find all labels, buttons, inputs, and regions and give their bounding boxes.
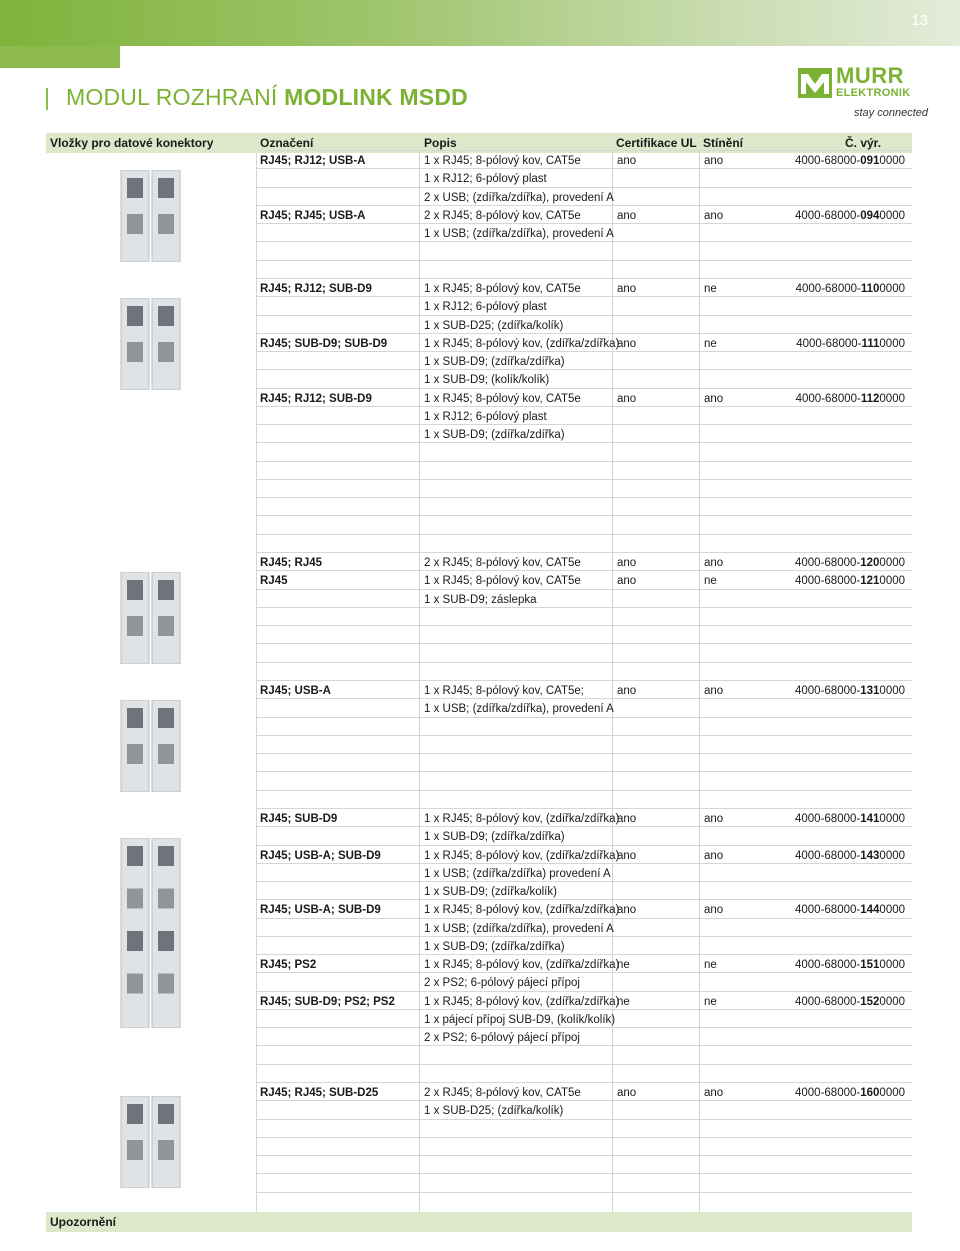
- table-row-rule: [257, 589, 912, 590]
- row-description-line: 1 x USB; (zdířka/zdířka), provedení A: [424, 922, 614, 935]
- part-prefix: 4000-68000-: [795, 959, 861, 971]
- part-prefix: 4000-68000-: [795, 995, 861, 1008]
- table-row-rule: [257, 241, 912, 242]
- row-description-line: 1 x SUB-D9; (zdířka/zdířka): [424, 940, 565, 953]
- part-prefix: 4000-68000-: [795, 849, 861, 862]
- murr-logo: [798, 63, 928, 120]
- table-row-rule: [257, 1173, 912, 1174]
- table-row-rule: [257, 1009, 912, 1010]
- title-strong: MODLINK MSDD: [284, 84, 468, 110]
- table-row-rule: [257, 442, 912, 443]
- row-designation: RJ45; USB-A; SUB-D9: [260, 904, 381, 917]
- module-insert-image: [120, 170, 182, 262]
- row-designation: RJ45; SUB-D9; PS2; PS2: [260, 995, 395, 1008]
- table-row-rule: [257, 205, 912, 206]
- top-banner: [0, 0, 960, 46]
- row-ul-cert: ne: [617, 959, 630, 971]
- table-row-rule: [257, 388, 912, 389]
- row-designation: RJ45; RJ45; USB-A: [260, 209, 366, 222]
- row-description-line: 1 x USB; (zdířka/zdířka), provedení A: [424, 228, 614, 240]
- row-description-line: 1 x RJ12; 6-pólový plast: [424, 410, 547, 423]
- part-prefix: 4000-68000-: [795, 904, 861, 917]
- column-divider: [256, 153, 257, 1212]
- footer-bar: [46, 1212, 912, 1232]
- row-shielding: ano: [704, 685, 724, 697]
- row-ul-cert: ano: [617, 1087, 637, 1099]
- header-designation: Označení: [260, 136, 314, 150]
- part-code: 143: [860, 849, 880, 862]
- part-suffix: 0000: [879, 557, 906, 569]
- row-description-line: 1 x RJ45; 8-pólový kov, (zdířka/zdířka): [424, 813, 620, 825]
- table-row-rule: [257, 497, 912, 498]
- row-ul-cert: ano: [617, 685, 637, 697]
- part-prefix: 4000-68000-: [795, 283, 861, 295]
- header-ul: Certifikace UL: [616, 136, 697, 150]
- row-description-line: 1 x RJ45; 8-pólový kov, CAT5e: [424, 392, 581, 405]
- table-row-rule: [257, 351, 912, 352]
- row-shielding: ano: [704, 209, 724, 222]
- table-row-rule: [257, 534, 912, 535]
- table-row-rule: [257, 1082, 912, 1083]
- header-inserts: Vložky pro datové konektory: [50, 136, 214, 150]
- table-row-rule: [257, 771, 912, 772]
- table-row-rule: [257, 406, 912, 407]
- top-banner-accent: [0, 46, 120, 68]
- part-prefix: 4000-68000-: [795, 392, 861, 405]
- column-divider: [612, 153, 613, 1212]
- row-description-line: 1 x RJ45; 8-pólový kov, CAT5e: [424, 155, 581, 167]
- part-prefix: 4000-68000-: [796, 337, 862, 350]
- module-insert-image: [120, 572, 182, 664]
- table-row-rule: [257, 863, 912, 864]
- row-description-line: 1 x RJ12; 6-pólový plast: [424, 301, 547, 314]
- row-description-line: 1 x RJ12; 6-pólový plast: [424, 173, 547, 186]
- part-code: 120: [860, 557, 880, 569]
- table-row-rule: [257, 1119, 912, 1120]
- row-ul-cert: ano: [617, 849, 637, 862]
- row-designation: RJ45; USB-A; SUB-D9: [260, 849, 381, 862]
- table-row-rule: [257, 717, 912, 718]
- table-row-rule: [257, 918, 912, 919]
- row-description-line: 1 x USB; (zdířka/zdířka), provedení A: [424, 703, 614, 716]
- table-row-rule: [257, 899, 912, 900]
- row-description-line: 1 x SUB-D9; (kolík/kolík): [424, 374, 550, 387]
- row-shielding: ano: [704, 904, 724, 917]
- table-row-rule: [257, 461, 912, 462]
- murr-logo-icon: [798, 66, 832, 100]
- table-row-rule: [257, 570, 912, 571]
- table-row-rule: [257, 698, 912, 699]
- row-ul-cert: ano: [617, 337, 637, 350]
- row-shielding: ano: [704, 813, 724, 825]
- row-designation: RJ45: [260, 575, 288, 588]
- part-suffix: 0000: [879, 283, 905, 295]
- module-insert-image: [120, 838, 182, 1028]
- table-row-rule: [257, 278, 912, 279]
- table-row-rule: [257, 881, 912, 882]
- part-code: 141: [860, 813, 880, 825]
- row-ul-cert: ano: [617, 283, 637, 295]
- footer-note: Upozornění: [50, 1215, 116, 1229]
- row-designation: RJ45; SUB-D9: [260, 813, 338, 825]
- header-description: Popis: [424, 136, 457, 150]
- page-number: 13: [911, 12, 928, 29]
- row-description-line: 1 x SUB-D25; (zdířka/kolík): [424, 1105, 564, 1118]
- table-row-rule: [257, 315, 912, 316]
- row-description-line: 2 x RJ45; 8-pólový kov, CAT5e: [424, 557, 581, 569]
- table-row-rule: [257, 515, 912, 516]
- row-ul-cert: ano: [617, 813, 637, 825]
- row-shielding: ano: [704, 557, 724, 569]
- row-shielding: ano: [704, 849, 724, 862]
- part-suffix: 0000: [879, 904, 906, 917]
- part-code: 152: [860, 995, 880, 1008]
- part-code: 151: [860, 959, 880, 971]
- table-row-rule: [257, 187, 912, 188]
- row-description-line: 2 x RJ45; 8-pólový kov, CAT5e: [424, 209, 581, 222]
- row-description-line: 1 x SUB-D9; (zdířka/kolík): [424, 886, 557, 898]
- table-row-rule: [257, 150, 912, 151]
- part-suffix: 0000: [879, 209, 906, 222]
- part-prefix: 4000-68000-: [795, 557, 861, 569]
- table-row-rule: [257, 1137, 912, 1138]
- row-description-line: 1 x SUB-D25; (zdířka/kolík): [424, 319, 564, 332]
- row-description-line: 1 x RJ45; 8-pólový kov, (zdířka/zdířka): [424, 337, 620, 350]
- part-code: 160: [860, 1087, 880, 1099]
- header-part: Č. výr.: [845, 136, 882, 150]
- table-row-rule: [257, 662, 912, 663]
- table-row-rule: [257, 552, 912, 553]
- module-insert-image: [120, 700, 182, 792]
- logo-sub: ELEKTRONIK: [836, 87, 911, 99]
- table-row-rule: [257, 790, 912, 791]
- table-row-rule: [257, 991, 912, 992]
- table-row-rule: [257, 680, 912, 681]
- part-code: 110: [860, 283, 880, 295]
- row-description-line: 2 x USB; (zdířka/zdířka), provedení A: [424, 191, 614, 204]
- part-suffix: 0000: [879, 392, 905, 405]
- row-description-line: 1 x SUB-D9; záslepka: [424, 593, 537, 606]
- table-row-rule: [257, 223, 912, 224]
- part-prefix: 4000-68000-: [795, 155, 861, 167]
- table-row-rule: [257, 333, 912, 334]
- row-description-line: 2 x RJ45; 8-pólový kov, CAT5e: [424, 1087, 581, 1099]
- table-row-rule: [257, 1027, 912, 1028]
- logo-brand: MURR: [836, 63, 904, 88]
- row-description-line: 1 x USB; (zdířka/zdířka) provedení A: [424, 867, 611, 880]
- row-ul-cert: ano: [617, 392, 637, 405]
- row-shielding: ne: [704, 337, 717, 350]
- table-row-rule: [257, 1045, 912, 1046]
- row-description-line: 1 x RJ45; 8-pólový kov, (zdířka/zdířka): [424, 995, 620, 1008]
- part-suffix: 0000: [879, 1087, 906, 1099]
- table-row-rule: [257, 424, 912, 425]
- table-row-rule: [257, 369, 912, 370]
- table-row-rule: [257, 1064, 912, 1065]
- table-row-rule: [257, 168, 912, 169]
- part-prefix: 4000-68000-: [795, 813, 861, 825]
- page-title: [66, 84, 468, 111]
- row-designation: RJ45; RJ45: [260, 557, 323, 569]
- table-row-rule: [257, 296, 912, 297]
- row-shielding: ano: [704, 392, 724, 405]
- row-description-line: 1 x SUB-D9; (zdířka/zdířka): [424, 429, 565, 441]
- row-ul-cert: ano: [617, 155, 637, 167]
- row-designation: RJ45; RJ12; USB-A: [260, 155, 366, 167]
- row-description-line: 1 x RJ45; 8-pólový kov, (zdířka/zdířka): [424, 849, 620, 862]
- row-ul-cert: ano: [617, 904, 637, 917]
- part-code: 121: [860, 575, 880, 588]
- row-designation: RJ45; USB-A: [260, 685, 331, 697]
- row-description-line: 1 x pájecí přípoj SUB-D9, (kolík/kolík): [424, 1013, 616, 1026]
- table-row-rule: [257, 936, 912, 937]
- row-description-line: 1 x RJ45; 8-pólový kov, (zdířka/zdířka): [424, 904, 620, 917]
- part-suffix: 0000: [879, 813, 906, 825]
- row-shielding: ano: [704, 1087, 724, 1099]
- table-row-rule: [257, 479, 912, 480]
- row-designation: RJ45; PS2: [260, 959, 317, 971]
- table-row-rule: [257, 260, 912, 261]
- row-designation: RJ45; SUB-D9; SUB-D9: [260, 337, 388, 350]
- row-description-line: 1 x SUB-D9; (zdířka/zdířka): [424, 831, 565, 844]
- part-suffix: 0000: [879, 155, 906, 167]
- part-prefix: 4000-68000-: [795, 685, 861, 697]
- row-designation: RJ45; RJ12; SUB-D9: [260, 392, 372, 405]
- row-designation: RJ45; RJ45; SUB-D25: [260, 1087, 379, 1099]
- part-prefix: 4000-68000-: [795, 209, 861, 222]
- table-row-rule: [257, 625, 912, 626]
- part-suffix: 0000: [879, 959, 906, 971]
- table-row-rule: [257, 1155, 912, 1156]
- table-row-rule: [257, 808, 912, 809]
- table-row-rule: [257, 1100, 912, 1101]
- row-description-line: 2 x PS2; 6-pólový pájecí přípoj: [424, 1032, 580, 1044]
- header-shield: Stínění: [703, 136, 744, 150]
- part-suffix: 0000: [879, 575, 906, 588]
- table-row-rule: [257, 607, 912, 608]
- title-marker: [46, 88, 48, 110]
- logo-tagline: stay connected: [854, 107, 928, 119]
- row-description-line: 1 x SUB-D9; (zdířka/zdířka): [424, 356, 565, 368]
- part-code: 091: [860, 155, 880, 167]
- table-row-rule: [257, 845, 912, 846]
- part-code: 111: [861, 337, 880, 350]
- module-insert-image: [120, 298, 182, 390]
- row-ul-cert: ne: [617, 995, 630, 1008]
- row-description-line: 1 x RJ45; 8-pólový kov, (zdířka/zdířka): [424, 959, 620, 971]
- table-row-rule: [257, 954, 912, 955]
- part-code: 144: [860, 904, 880, 917]
- row-description-line: 2 x PS2; 6-pólový pájecí přípoj: [424, 977, 580, 990]
- part-code: 112: [860, 392, 880, 405]
- row-description-line: 1 x RJ45; 8-pólový kov, CAT5e: [424, 575, 581, 588]
- module-insert-image: [120, 1096, 182, 1188]
- part-suffix: 0000: [879, 995, 906, 1008]
- row-shielding: ne: [704, 575, 717, 588]
- row-shielding: ne: [704, 959, 717, 971]
- table-row-rule: [257, 753, 912, 754]
- row-ul-cert: ano: [617, 575, 637, 588]
- part-suffix: 0000: [879, 337, 905, 350]
- part-prefix: 4000-68000-: [795, 575, 861, 588]
- part-suffix: 0000: [879, 685, 906, 697]
- row-shielding: ne: [704, 283, 717, 295]
- row-description-line: 1 x RJ45; 8-pólový kov, CAT5e: [424, 283, 581, 295]
- table-row-rule: [257, 735, 912, 736]
- part-code: 094: [860, 209, 880, 222]
- row-ul-cert: ano: [617, 209, 637, 222]
- row-designation: RJ45; RJ12; SUB-D9: [260, 283, 372, 295]
- row-description-line: 1 x RJ45; 8-pólový kov, CAT5e;: [424, 685, 585, 697]
- column-divider: [419, 153, 420, 1212]
- table-row-rule: [257, 1192, 912, 1193]
- title-prefix: MODUL ROZHRANÍ: [66, 84, 278, 110]
- row-shielding: ano: [704, 155, 724, 167]
- row-ul-cert: ano: [617, 557, 637, 569]
- row-shielding: ne: [704, 995, 717, 1008]
- part-prefix: 4000-68000-: [795, 1087, 861, 1099]
- table-row-rule: [257, 826, 912, 827]
- part-suffix: 0000: [879, 849, 906, 862]
- column-divider: [699, 153, 700, 1212]
- table-row-rule: [257, 643, 912, 644]
- part-code: 131: [860, 685, 880, 697]
- table-row-rule: [257, 972, 912, 973]
